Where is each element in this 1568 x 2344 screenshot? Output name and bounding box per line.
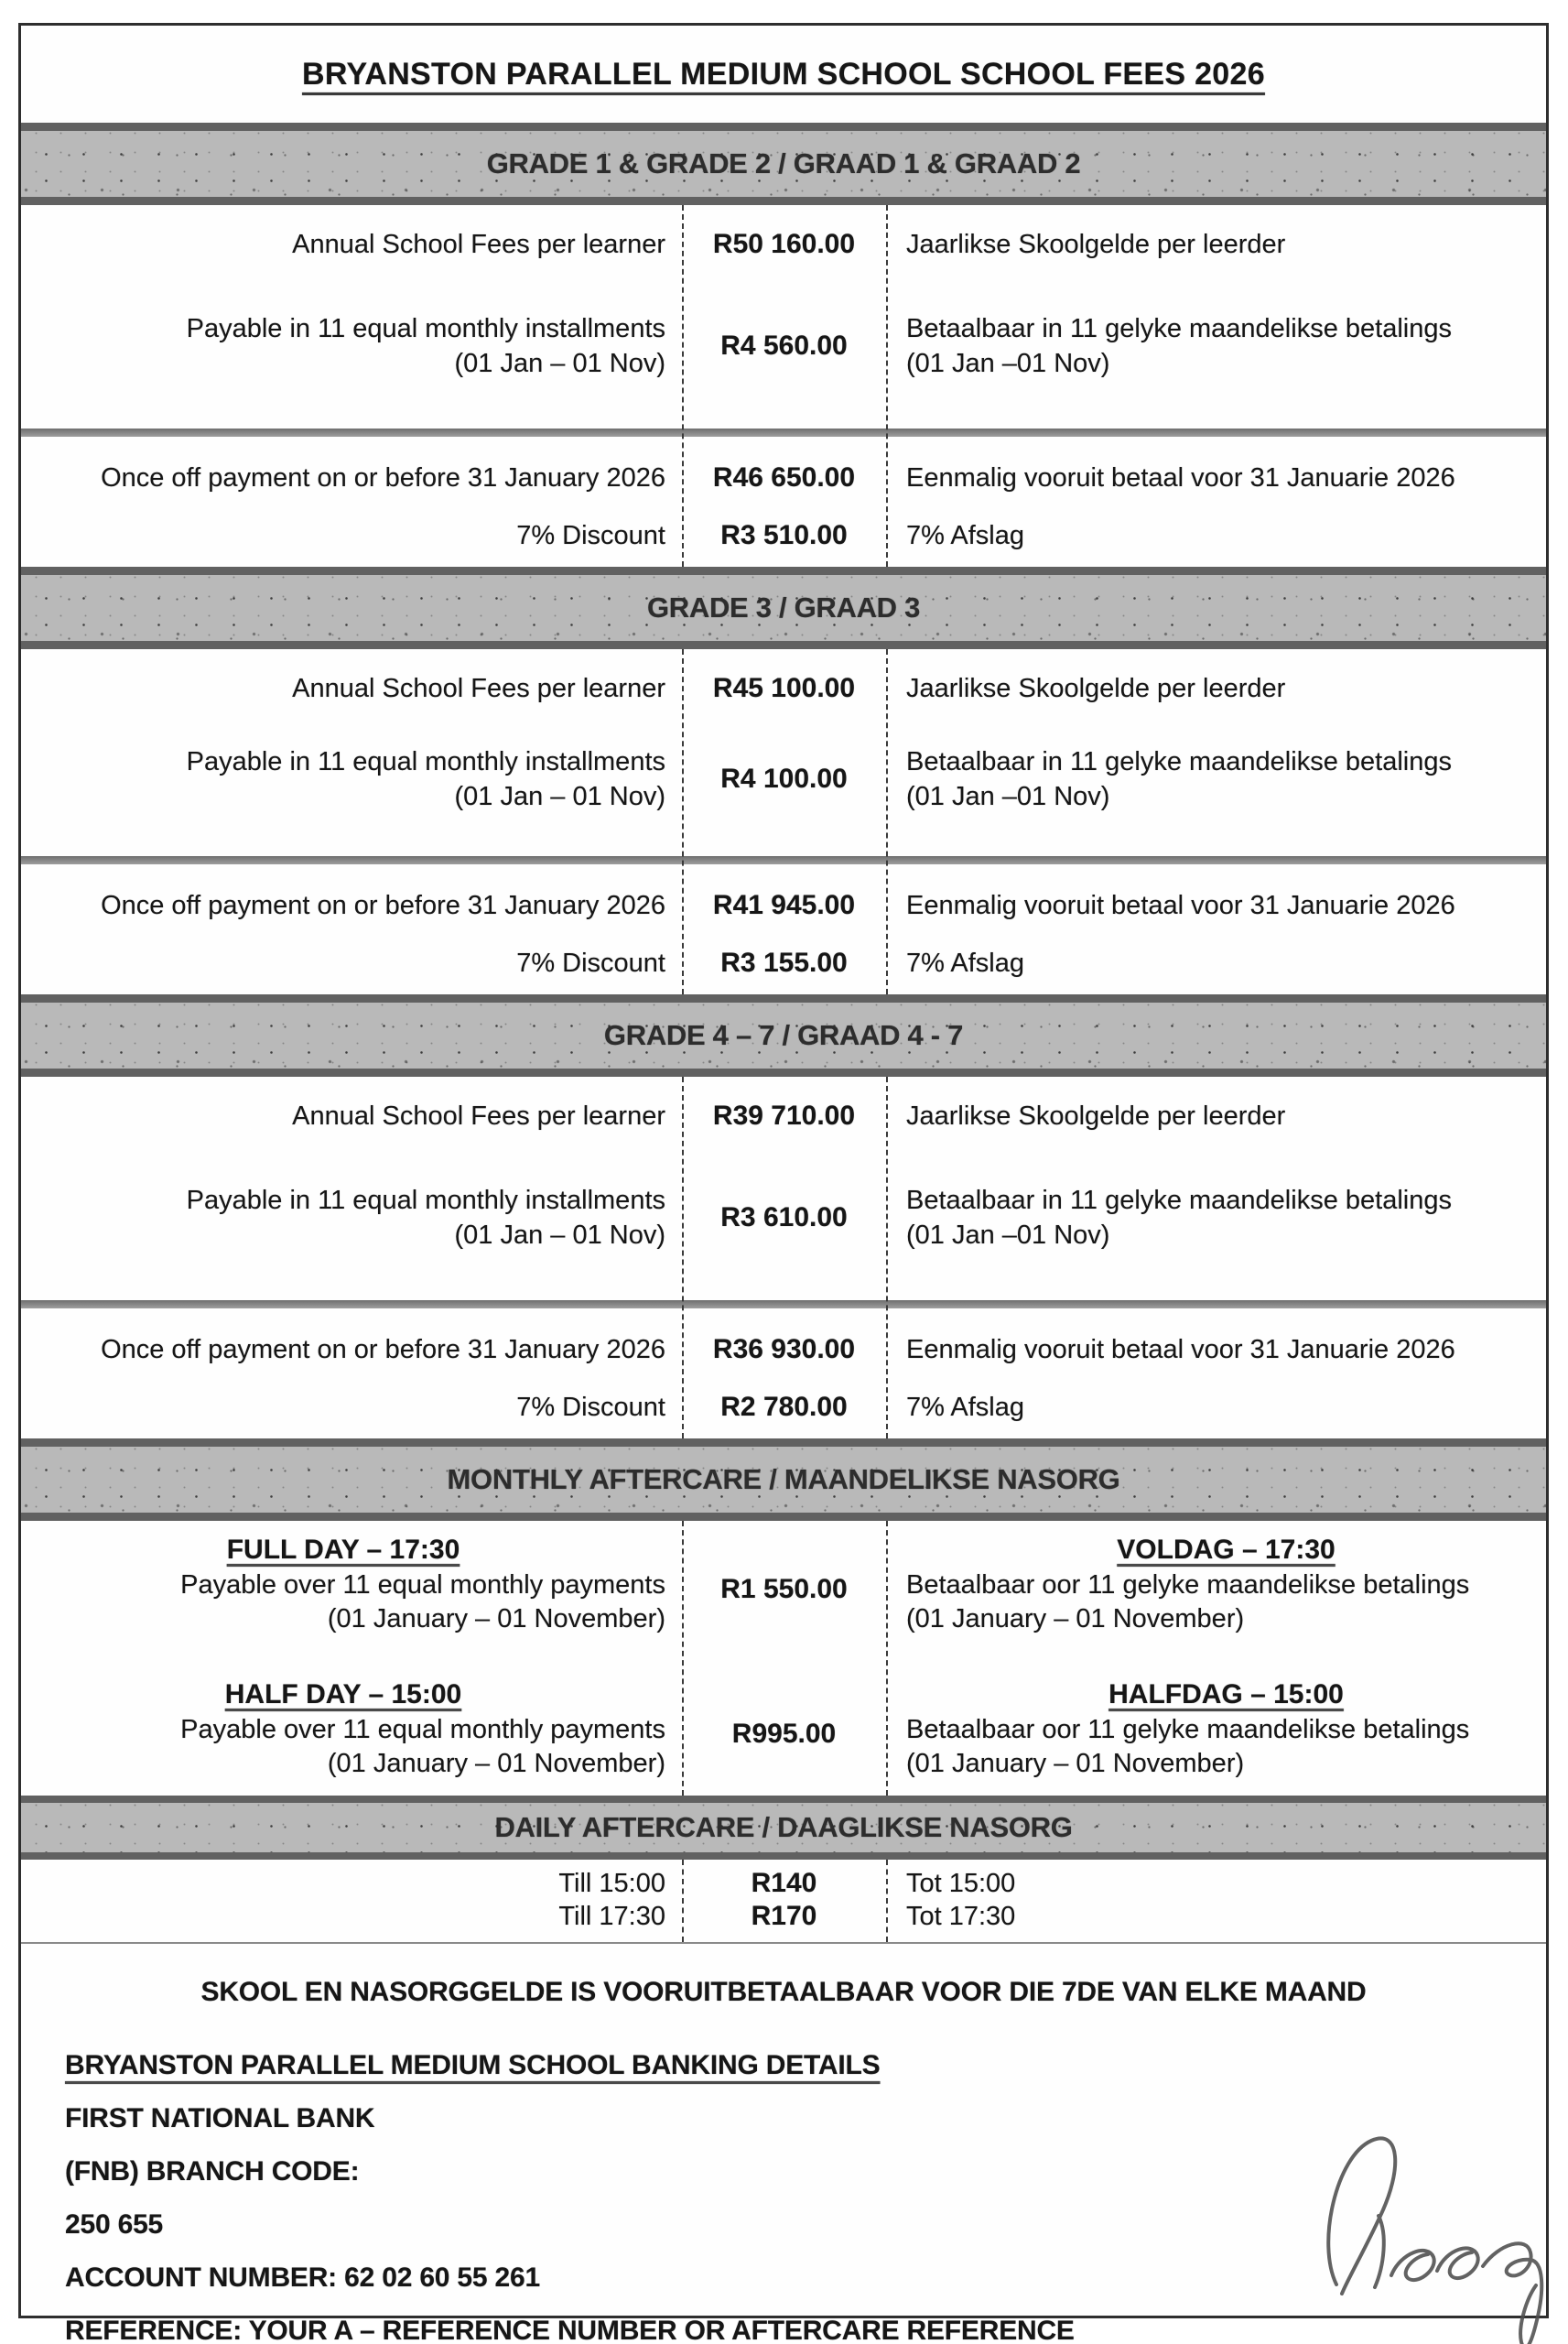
daily-rate-row: [21, 1867, 1546, 1900]
aftercare-amount: R1 550.00: [720, 1574, 848, 1604]
daily-aftercare-section: [21, 1860, 1546, 1944]
aftercare-en-cell: [21, 1532, 682, 1647]
fee-label-en: [21, 311, 682, 381]
signature: [1300, 2106, 1565, 2344]
aftercare-en-title: HALF DAY – 15:00: [224, 1679, 462, 1709]
reference-line: REFERENCE: YOUR A – REFERENCE NUMBER OR AFTERCARE REFERENCE: [65, 2316, 1075, 2344]
fee-label-en: Annual School Fees per learner: [292, 230, 665, 259]
fee-label-en: [21, 744, 682, 814]
aftercare-option-full-day: [21, 1532, 1546, 1647]
fee-label-en-line2: (01 Jan – 01 Nov): [454, 782, 665, 811]
fee-label-af-line2: (01 Jan –01 Nov): [906, 782, 1110, 811]
grade-3-banner-label: GRADE 3 / GRAAD 3: [646, 591, 921, 624]
column-separator: [682, 1077, 684, 1438]
grade-4-7-banner-label: GRADE 4 – 7 / GRAAD 4 - 7: [603, 1019, 964, 1051]
fee-label-en: 7% Discount: [516, 521, 665, 550]
fee-row-once-off: [21, 879, 1546, 932]
fee-row-discount: [21, 932, 1546, 994]
fee-amount: R3 510.00: [720, 520, 848, 550]
grade-4-7-fees-section: [21, 1077, 1546, 1438]
fee-label-en-line1: Payable in 11 equal monthly installments: [186, 1186, 665, 1215]
fee-row-monthly: [21, 721, 1546, 838]
fee-amount: R2 780.00: [720, 1392, 848, 1422]
banking-details-heading: BRYANSTON PARALLEL MEDIUM SCHOOL BANKING DETAILS: [65, 2050, 881, 2080]
fee-label-af-line2: (01 Jan –01 Nov): [906, 349, 1110, 378]
fee-row-monthly: [21, 282, 1546, 410]
row-divider: [21, 856, 1546, 864]
branch-code-label: (FNB) BRANCH CODE:: [65, 2156, 360, 2187]
fee-label-af-line1: Betaalbaar in 11 gelyke maandelikse betalings: [906, 1186, 1452, 1215]
fee-label-af: Jaarlikse Skoolgelde per leerder: [906, 674, 1286, 703]
page-title: BRYANSTON PARALLEL MEDIUM SCHOOL SCHOOL FEES 2026: [302, 56, 1265, 92]
grade-4-7-banner: [21, 994, 1546, 1077]
fee-row-once-off: [21, 1323, 1546, 1376]
fee-amount: R39 710.00: [712, 1101, 856, 1131]
daily-amount: R170: [751, 1901, 817, 1931]
fee-label-en-line1: Payable in 11 equal monthly installments: [186, 314, 665, 343]
fee-amount: R3 155.00: [720, 948, 848, 978]
fee-amount: R41 945.00: [712, 890, 856, 920]
fee-label-en: Annual School Fees per learner: [292, 674, 665, 703]
fee-amount: R4 100.00: [720, 764, 848, 794]
prepayment-notice: SKOOL EN NASORGGELDE IS VOORUITBETAALBAAR VOOR DIE 7DE VAN ELKE MAAND: [200, 1977, 1367, 2007]
fee-label-en: Annual School Fees per learner: [292, 1101, 665, 1131]
account-number-line: ACCOUNT NUMBER: 62 02 60 55 261: [65, 2263, 540, 2293]
column-separator: [886, 1521, 888, 1796]
column-separator: [682, 1860, 684, 1942]
column-separator: [886, 205, 888, 567]
daily-label-en: Till 17:30: [558, 1902, 665, 1931]
fee-amount: R4 560.00: [720, 331, 848, 361]
aftercare-af-title: VOLDAG – 17:30: [1117, 1535, 1336, 1565]
fee-label-en-line1: Payable in 11 equal monthly installments: [186, 747, 665, 776]
column-separator: [886, 1077, 888, 1438]
fee-label-af-line1: Betaalbaar in 11 gelyke maandelikse betalings: [906, 747, 1452, 776]
fee-row-annual: [21, 205, 1546, 282]
monthly-aftercare-banner: [21, 1438, 1546, 1521]
fee-label-en-line2: (01 Jan – 01 Nov): [454, 1221, 665, 1250]
row-divider: [21, 1300, 1546, 1308]
aftercare-af-cell: [886, 1532, 1546, 1647]
aftercare-af-line2: (01 January – 01 November): [906, 1749, 1245, 1778]
fee-label-af: Jaarlikse Skoolgelde per leerder: [906, 1101, 1286, 1131]
fee-row-monthly: [21, 1154, 1546, 1282]
branch-code-value: 250 655: [65, 2209, 164, 2240]
fee-amount: R36 930.00: [712, 1334, 856, 1364]
daily-label-en: Till 15:00: [558, 1869, 665, 1898]
column-separator: [682, 1521, 684, 1796]
daily-rate-row: [21, 1900, 1546, 1933]
fee-label-af: Eenmalig vooruit betaal voor 31 Januarie 2026: [906, 891, 1455, 920]
column-separator: [682, 649, 684, 994]
fee-label-af-line1: Betaalbaar in 11 gelyke maandelikse betalings: [906, 314, 1452, 343]
aftercare-af-line1: Betaalbaar oor 11 gelyke maandelikse betalings: [906, 1715, 1470, 1744]
fee-label-af: 7% Afslag: [906, 1393, 1024, 1422]
fee-row-discount: [21, 1376, 1546, 1438]
fee-amount: R45 100.00: [712, 673, 856, 703]
fee-amount: R3 610.00: [720, 1202, 848, 1232]
fee-label-en: Once off payment on or before 31 January 2026: [101, 463, 665, 493]
aftercare-af-title: HALFDAG – 15:00: [1108, 1679, 1344, 1709]
column-separator: [886, 1860, 888, 1942]
fee-label-af: [886, 744, 1546, 814]
row-divider: [21, 429, 1546, 437]
monthly-aftercare-section: [21, 1521, 1546, 1796]
aftercare-af-cell: [886, 1677, 1546, 1792]
fee-label-af-line2: (01 Jan –01 Nov): [906, 1221, 1110, 1250]
fee-amount: R50 160.00: [712, 229, 856, 259]
fee-row-discount: [21, 505, 1546, 567]
fee-label-af: Eenmalig vooruit betaal voor 31 Januarie 2026: [906, 463, 1455, 493]
daily-label-af: Tot 17:30: [906, 1902, 1016, 1931]
fee-label-af: Jaarlikse Skoolgelde per leerder: [906, 230, 1286, 259]
fee-row-annual: [21, 1077, 1546, 1154]
aftercare-option-half-day: [21, 1677, 1546, 1792]
bank-name: FIRST NATIONAL BANK: [65, 2103, 375, 2133]
monthly-aftercare-banner-label: MONTHLY AFTERCARE / MAANDELIKSE NASORG: [447, 1463, 1120, 1495]
fee-row-annual: [21, 649, 1546, 721]
daily-aftercare-banner: [21, 1796, 1546, 1860]
daily-amount: R140: [751, 1868, 817, 1898]
column-separator: [682, 205, 684, 567]
column-separator: [886, 649, 888, 994]
aftercare-amount: R995.00: [731, 1719, 837, 1749]
fee-label-en: [21, 1183, 682, 1253]
fee-label-en: 7% Discount: [516, 1393, 665, 1422]
fee-label-en: Once off payment on or before 31 January 2026: [101, 1335, 665, 1364]
document-page: [18, 23, 1549, 2344]
fee-row-once-off: [21, 451, 1546, 505]
grade-1-2-fees-section: [21, 205, 1546, 567]
aftercare-en-line2: (01 January – 01 November): [327, 1749, 665, 1778]
fee-label-af: 7% Afslag: [906, 521, 1024, 550]
aftercare-af-line1: Betaalbaar oor 11 gelyke maandelikse betalings: [906, 1570, 1470, 1600]
aftercare-en-title: FULL DAY – 17:30: [226, 1535, 460, 1565]
fee-label-en: Once off payment on or before 31 January 2026: [101, 891, 665, 920]
fee-label-af: Eenmalig vooruit betaal voor 31 Januarie 2026: [906, 1335, 1455, 1364]
aftercare-en-line1: Payable over 11 equal monthly payments: [180, 1715, 665, 1744]
daily-label-af: Tot 15:00: [906, 1869, 1016, 1898]
fee-label-af: [886, 311, 1546, 381]
grade-1-2-banner: [21, 123, 1546, 205]
grade-1-2-banner-label: GRADE 1 & GRADE 2 / GRAAD 1 & GRAAD 2: [486, 147, 1081, 179]
grade-3-fees-section: [21, 649, 1546, 994]
daily-aftercare-banner-label: DAILY AFTERCARE / DAAGLIKSE NASORG: [494, 1811, 1073, 1843]
fee-amount: R46 650.00: [712, 462, 856, 493]
aftercare-en-line1: Payable over 11 equal monthly payments: [180, 1570, 665, 1600]
aftercare-af-line2: (01 January – 01 November): [906, 1604, 1245, 1633]
fee-label-af: 7% Afslag: [906, 949, 1024, 978]
title-block: [21, 26, 1546, 123]
fee-label-en-line2: (01 Jan – 01 Nov): [454, 349, 665, 378]
aftercare-en-cell: [21, 1677, 682, 1792]
fee-label-af: [886, 1183, 1546, 1253]
fee-label-en: 7% Discount: [516, 949, 665, 978]
grade-3-banner: [21, 567, 1546, 649]
aftercare-en-line2: (01 January – 01 November): [327, 1604, 665, 1633]
